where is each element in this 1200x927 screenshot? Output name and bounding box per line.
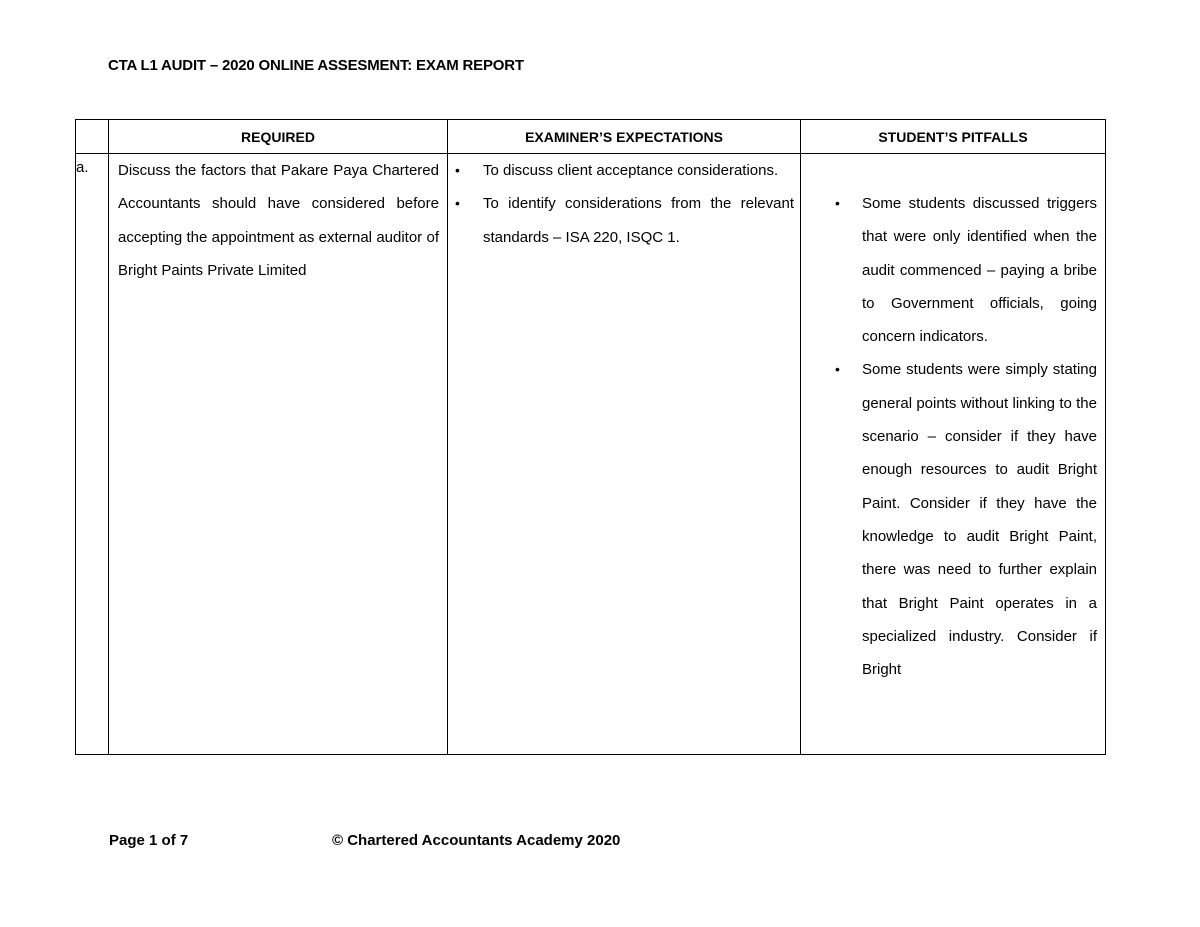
column-header-required: REQUIRED (109, 120, 448, 154)
pitfalls-cell (801, 154, 1106, 755)
expectations-list (448, 154, 800, 254)
expectations-cell (448, 154, 801, 755)
column-header-expectations: EXAMINER’S EXPECTATIONS (448, 120, 801, 154)
required-text: Discuss the factors that Pakare Paya Chartered Accountants should have considered before accepting the appointment as external auditor of Bright Paints Private Limited (118, 162, 439, 279)
table-header-row (76, 120, 1106, 154)
required-cell (109, 154, 448, 755)
bullet-icon: • (455, 195, 460, 212)
table-row (76, 154, 1106, 755)
page-title: CTA L1 AUDIT – 2020 ONLINE ASSESMENT: EXAM REPORT (108, 57, 524, 74)
page-number: Page 1 of 7 (109, 832, 189, 849)
list-item (801, 353, 1105, 686)
list-item (448, 187, 800, 254)
pitfalls-list (801, 187, 1105, 686)
list-item (801, 187, 1105, 353)
pitfall-text: Some students discussed triggers that were only identified when the audit commenced – paying a bribe to Government officials, going concern indicators. (862, 195, 1097, 346)
row-label: a. (76, 154, 109, 755)
pitfall-text: Some students were simply stating general points without linking to the scenario – consider if they have enough resources to audit Bright Paint. Consider if they have the knowledge to audit Bright Paint, there was need to further explain that Bright Paint operates in a specialized industry. Consider if Bright (862, 361, 1097, 679)
copyright-notice: © Chartered Accountants Academy 2020 (332, 832, 621, 849)
expectation-text: To identify considerations from the relevant standards – ISA 220, ISQC 1. (483, 195, 794, 246)
bullet-icon: • (835, 361, 840, 378)
bullet-icon: • (835, 195, 840, 211)
list-item (448, 154, 800, 187)
expectation-text: To discuss client acceptance considerations. (483, 162, 779, 179)
exam-report-table (75, 119, 1106, 755)
bullet-icon: • (455, 162, 460, 178)
column-header-pitfalls: STUDENT’S PITFALLS (801, 120, 1106, 154)
column-header-label (76, 120, 109, 154)
